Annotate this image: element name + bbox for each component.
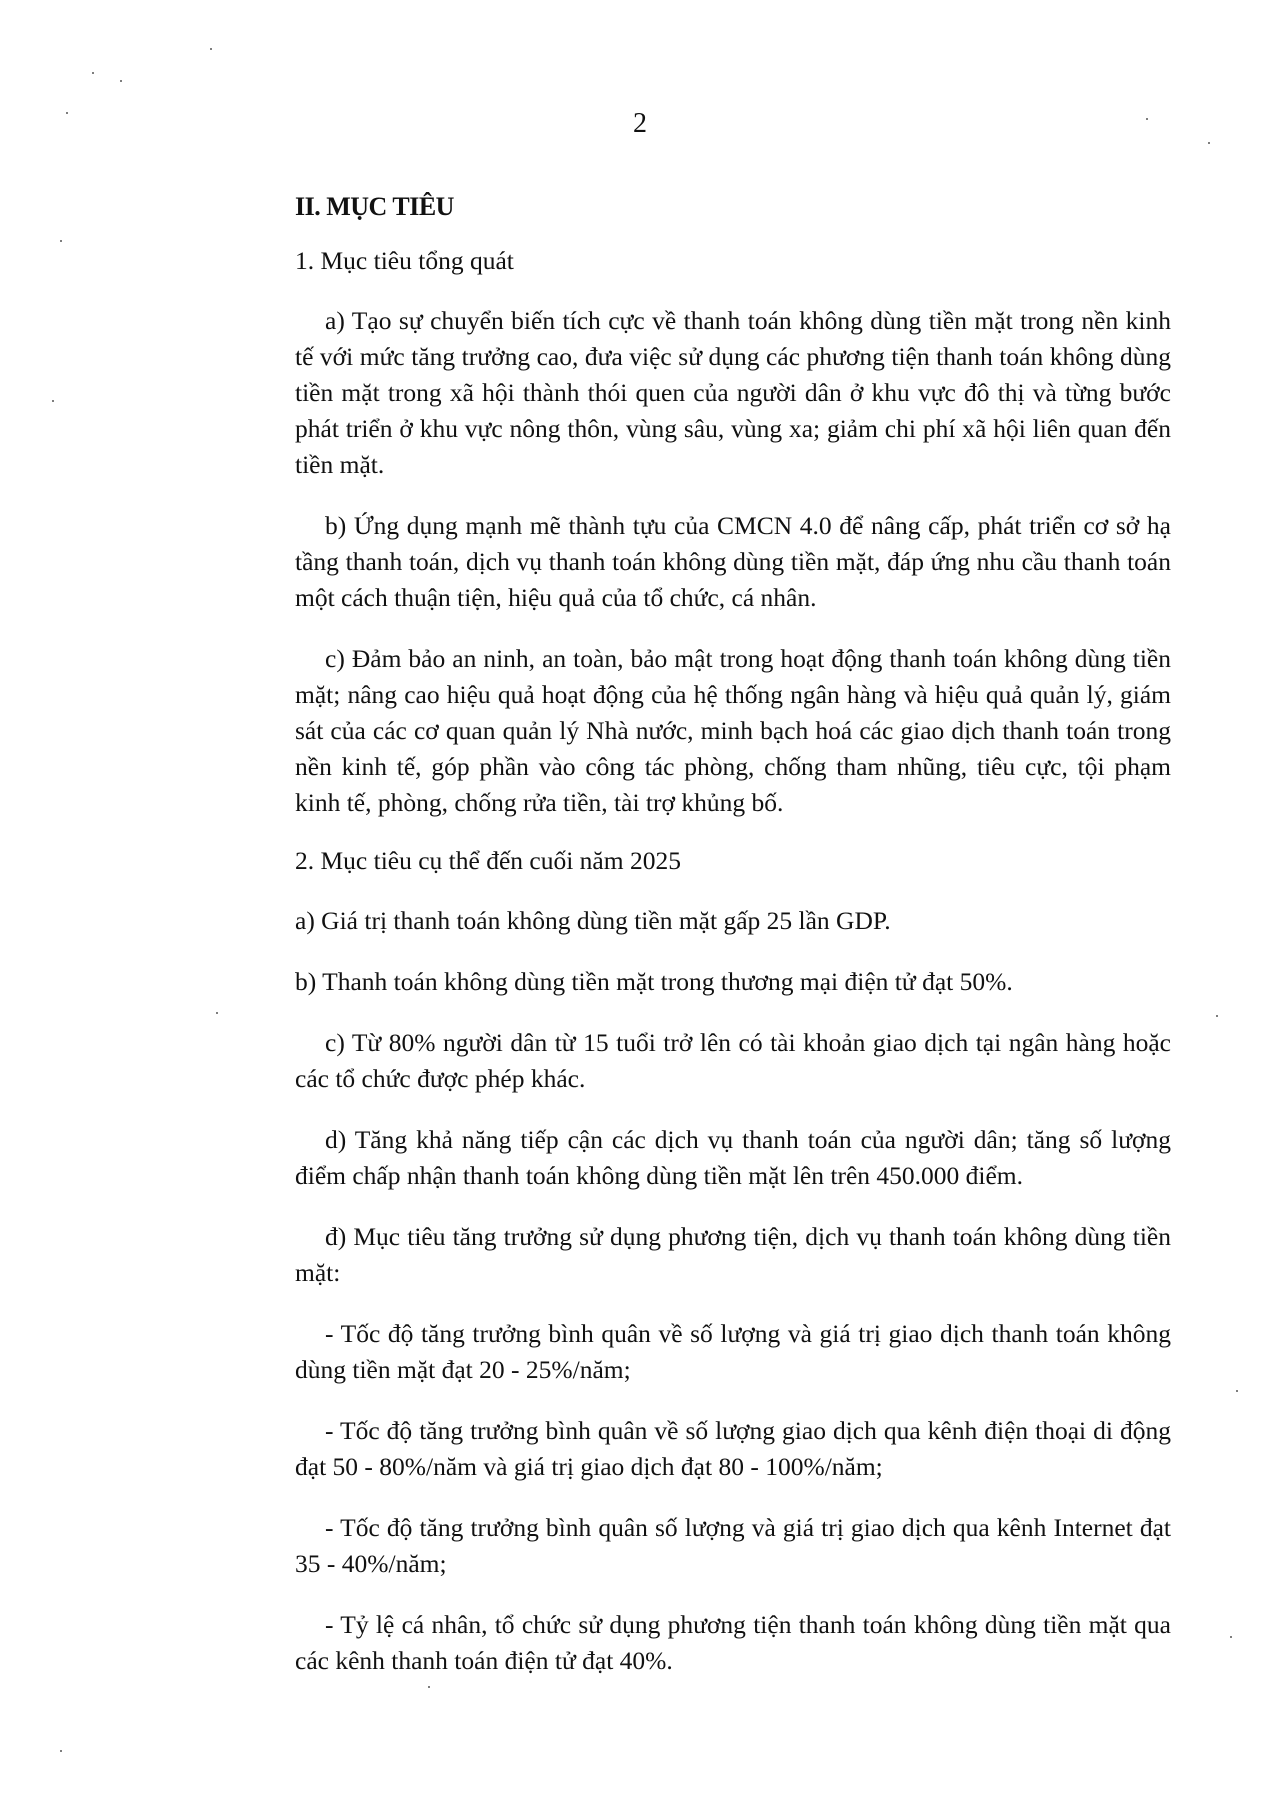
scan-speck: [60, 1750, 62, 1752]
scan-speck: [428, 1686, 430, 1688]
specific-goals-title: 2. Mục tiêu cụ thể đến cuối năm 2025: [295, 846, 681, 875]
scan-speck: [210, 48, 212, 50]
growth-target-bullet: - Tốc độ tăng trưởng bình quân về số lượng giao dịch qua kênh điện thoại di động đạt 50 - 80%/năm và giá trị giao dịch đạt 80 - 100%/năm;: [295, 1416, 1171, 1481]
scan-speck: [1230, 1636, 1232, 1638]
specific-goal-d: d) Tăng khả năng tiếp cận các dịch vụ thanh toán của người dân; tăng số lượng điểm chấp nhận thanh toán không dùng tiền mặt lên trên 450.000 điểm.: [295, 1125, 1171, 1190]
specific-goal-b: b) Thanh toán không dùng tiền mặt trong thương mại điện tử đạt 50%.: [295, 967, 1013, 996]
scan-speck: [66, 112, 68, 114]
scan-speck: [216, 1012, 218, 1014]
general-goal-a: a) Tạo sự chuyển biến tích cực về thanh toán không dùng tiền mặt trong nền kinh tế với mức tăng trưởng cao, đưa việc sử dụng các phương tiện thanh toán không dùng tiền mặt trong xã hội thành thói quen của người dân ở khu vực đô thị và từng bước phát triển ở khu vực nông thôn, vùng sâu, vùng xa; giảm chi phí xã hội liên quan đến tiền mặt.: [295, 306, 1171, 479]
section-heading: II. MỤC TIÊU: [295, 192, 454, 221]
general-goals-title: 1. Mục tiêu tổng quát: [295, 246, 514, 275]
scan-speck: [120, 80, 122, 82]
growth-target-bullet: - Tốc độ tăng trưởng bình quân số lượng và giá trị giao dịch qua kênh Internet đạt 35 - 40%/năm;: [295, 1513, 1171, 1578]
growth-target-bullet: - Tỷ lệ cá nhân, tổ chức sử dụng phương tiện thanh toán không dùng tiền mặt qua các kênh thanh toán điện tử đạt 40%.: [295, 1610, 1171, 1675]
specific-goal-dd: đ) Mục tiêu tăng trưởng sử dụng phương tiện, dịch vụ thanh toán không dùng tiền mặt:: [295, 1222, 1171, 1287]
scan-speck: [1216, 1015, 1218, 1017]
specific-goal-c: c) Từ 80% người dân từ 15 tuổi trở lên có tài khoản giao dịch tại ngân hàng hoặc các tổ chức được phép khác.: [295, 1028, 1171, 1093]
page-number: 2: [633, 108, 647, 139]
scan-speck: [92, 72, 94, 74]
scan-speck: [1208, 142, 1210, 144]
document-body: [295, 192, 1171, 1704]
scan-speck: [1146, 118, 1148, 120]
general-goal-b: b) Ứng dụng mạnh mẽ thành tựu của CMCN 4.0 để nâng cấp, phát triển cơ sở hạ tầng thanh toán, dịch vụ thanh toán không dùng tiền mặt, đáp ứng nhu cầu thanh toán một cách thuận tiện, hiệu quả của tổ chức, cá nhân.: [295, 511, 1171, 612]
general-goal-c: c) Đảm bảo an ninh, an toàn, bảo mật trong hoạt động thanh toán không dùng tiền mặt; nâng cao hiệu quả hoạt động của hệ thống ngân hàng và hiệu quả quản lý, giám sát của các cơ quan quản lý Nhà nước, minh bạch hoá các giao dịch thanh toán trong nền kinh tế, góp phần vào công tác phòng, chống tham nhũng, tiêu cực, tội phạm kinh tế, phòng, chống rửa tiền, tài trợ khủng bố.: [295, 644, 1171, 817]
scan-speck: [52, 400, 54, 402]
scan-speck: [1236, 1390, 1238, 1392]
specific-goal-a: a) Giá trị thanh toán không dùng tiền mặt gấp 25 lần GDP.: [295, 906, 891, 935]
scan-speck: [60, 240, 62, 242]
growth-target-bullet: - Tốc độ tăng trưởng bình quân về số lượng và giá trị giao dịch thanh toán không dùng tiền mặt đạt 20 - 25%/năm;: [295, 1319, 1171, 1384]
